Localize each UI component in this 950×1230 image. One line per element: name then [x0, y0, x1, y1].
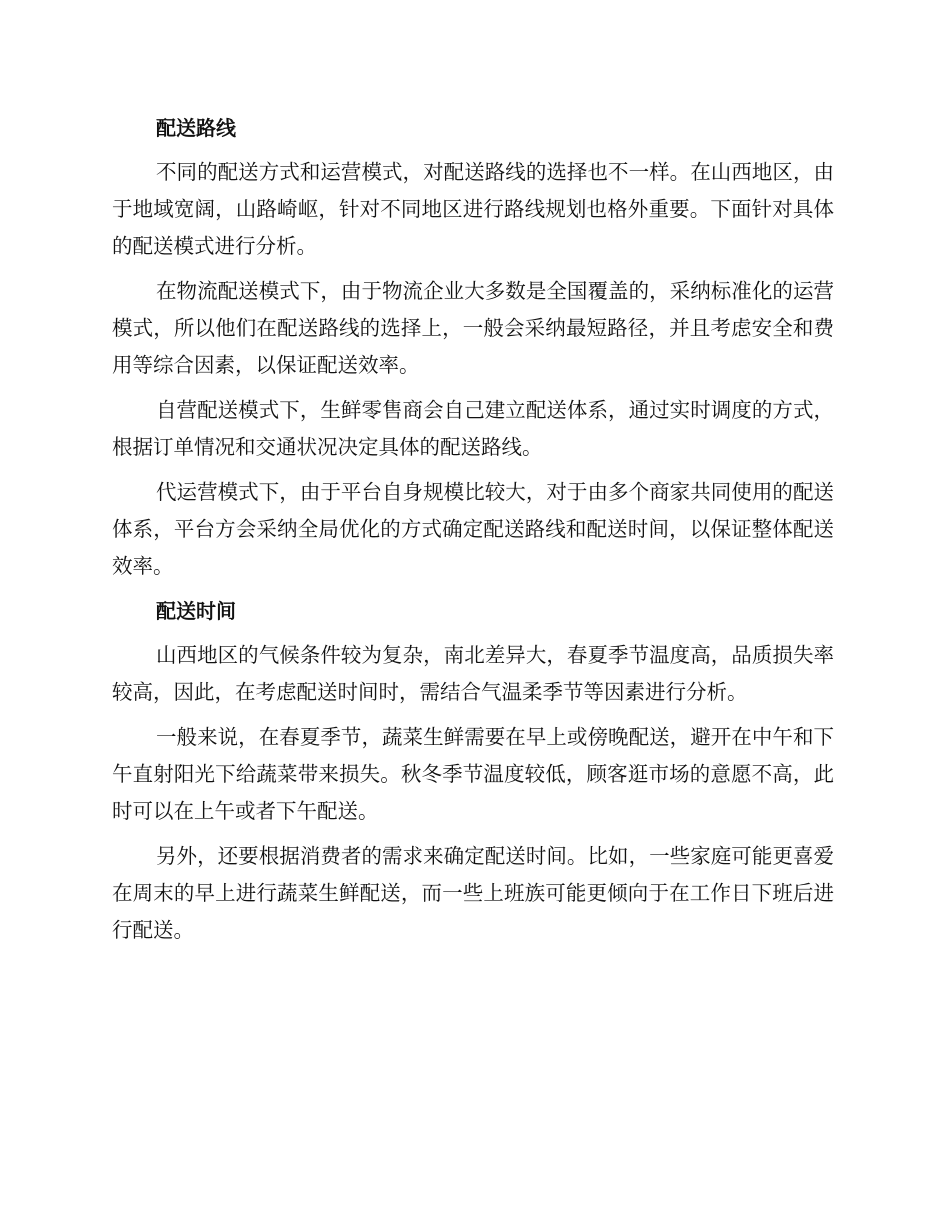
paragraph: 不同的配送方式和运营模式，对配送路线的选择也不一样。在山西地区，由于地域宽阔，山路崎岖，针对不同地区进行路线规划也格外重要。下面针对具体的配送模式进行分析。	[112, 160, 834, 258]
paragraph: 山西地区的气候条件较为复杂，南北差异大，春夏季节温度高，品质损失率较高，因此，在考虑配送时间时，需结合气温柔季节等因素进行分析。	[112, 643, 834, 704]
section-delivery-time	[112, 593, 834, 949]
paragraph: 自营配送模式下，生鲜零售商会自己建立配送体系，通过实时调度的方式，根据订单情况和交通状况决定具体的配送路线。	[112, 398, 834, 459]
paragraph: 在物流配送模式下，由于物流企业大多数是全国覆盖的，采纳标准化的运营模式，所以他们在配送路线的选择上，一般会采纳最短路径，并且考虑安全和费用等综合因素，以保证配送效率。	[112, 279, 834, 377]
paragraph: 代运营模式下，由于平台自身规模比较大，对于由多个商家共同使用的配送体系，平台方会采纳全局优化的方式确定配送路线和配送时间，以保证整体配送效率。	[112, 480, 834, 578]
paragraph: 一般来说，在春夏季节，蔬菜生鲜需要在早上或傍晚配送，避开在中午和下午直射阳光下给蔬菜带来损失。秋冬季节温度较低，顾客逛市场的意愿不高，此时可以在上午或者下午配送。	[112, 725, 834, 823]
section-heading: 配送时间	[156, 599, 236, 623]
section-heading: 配送路线	[156, 116, 236, 140]
section-delivery-route	[112, 110, 834, 585]
document-page	[112, 110, 834, 957]
paragraph: 另外，还要根据消费者的需求来确定配送时间。比如，一些家庭可能更喜爱在周末的早上进行蔬菜生鲜配送，而一些上班族可能更倾向于在工作日下班后进行配送。	[112, 844, 834, 942]
